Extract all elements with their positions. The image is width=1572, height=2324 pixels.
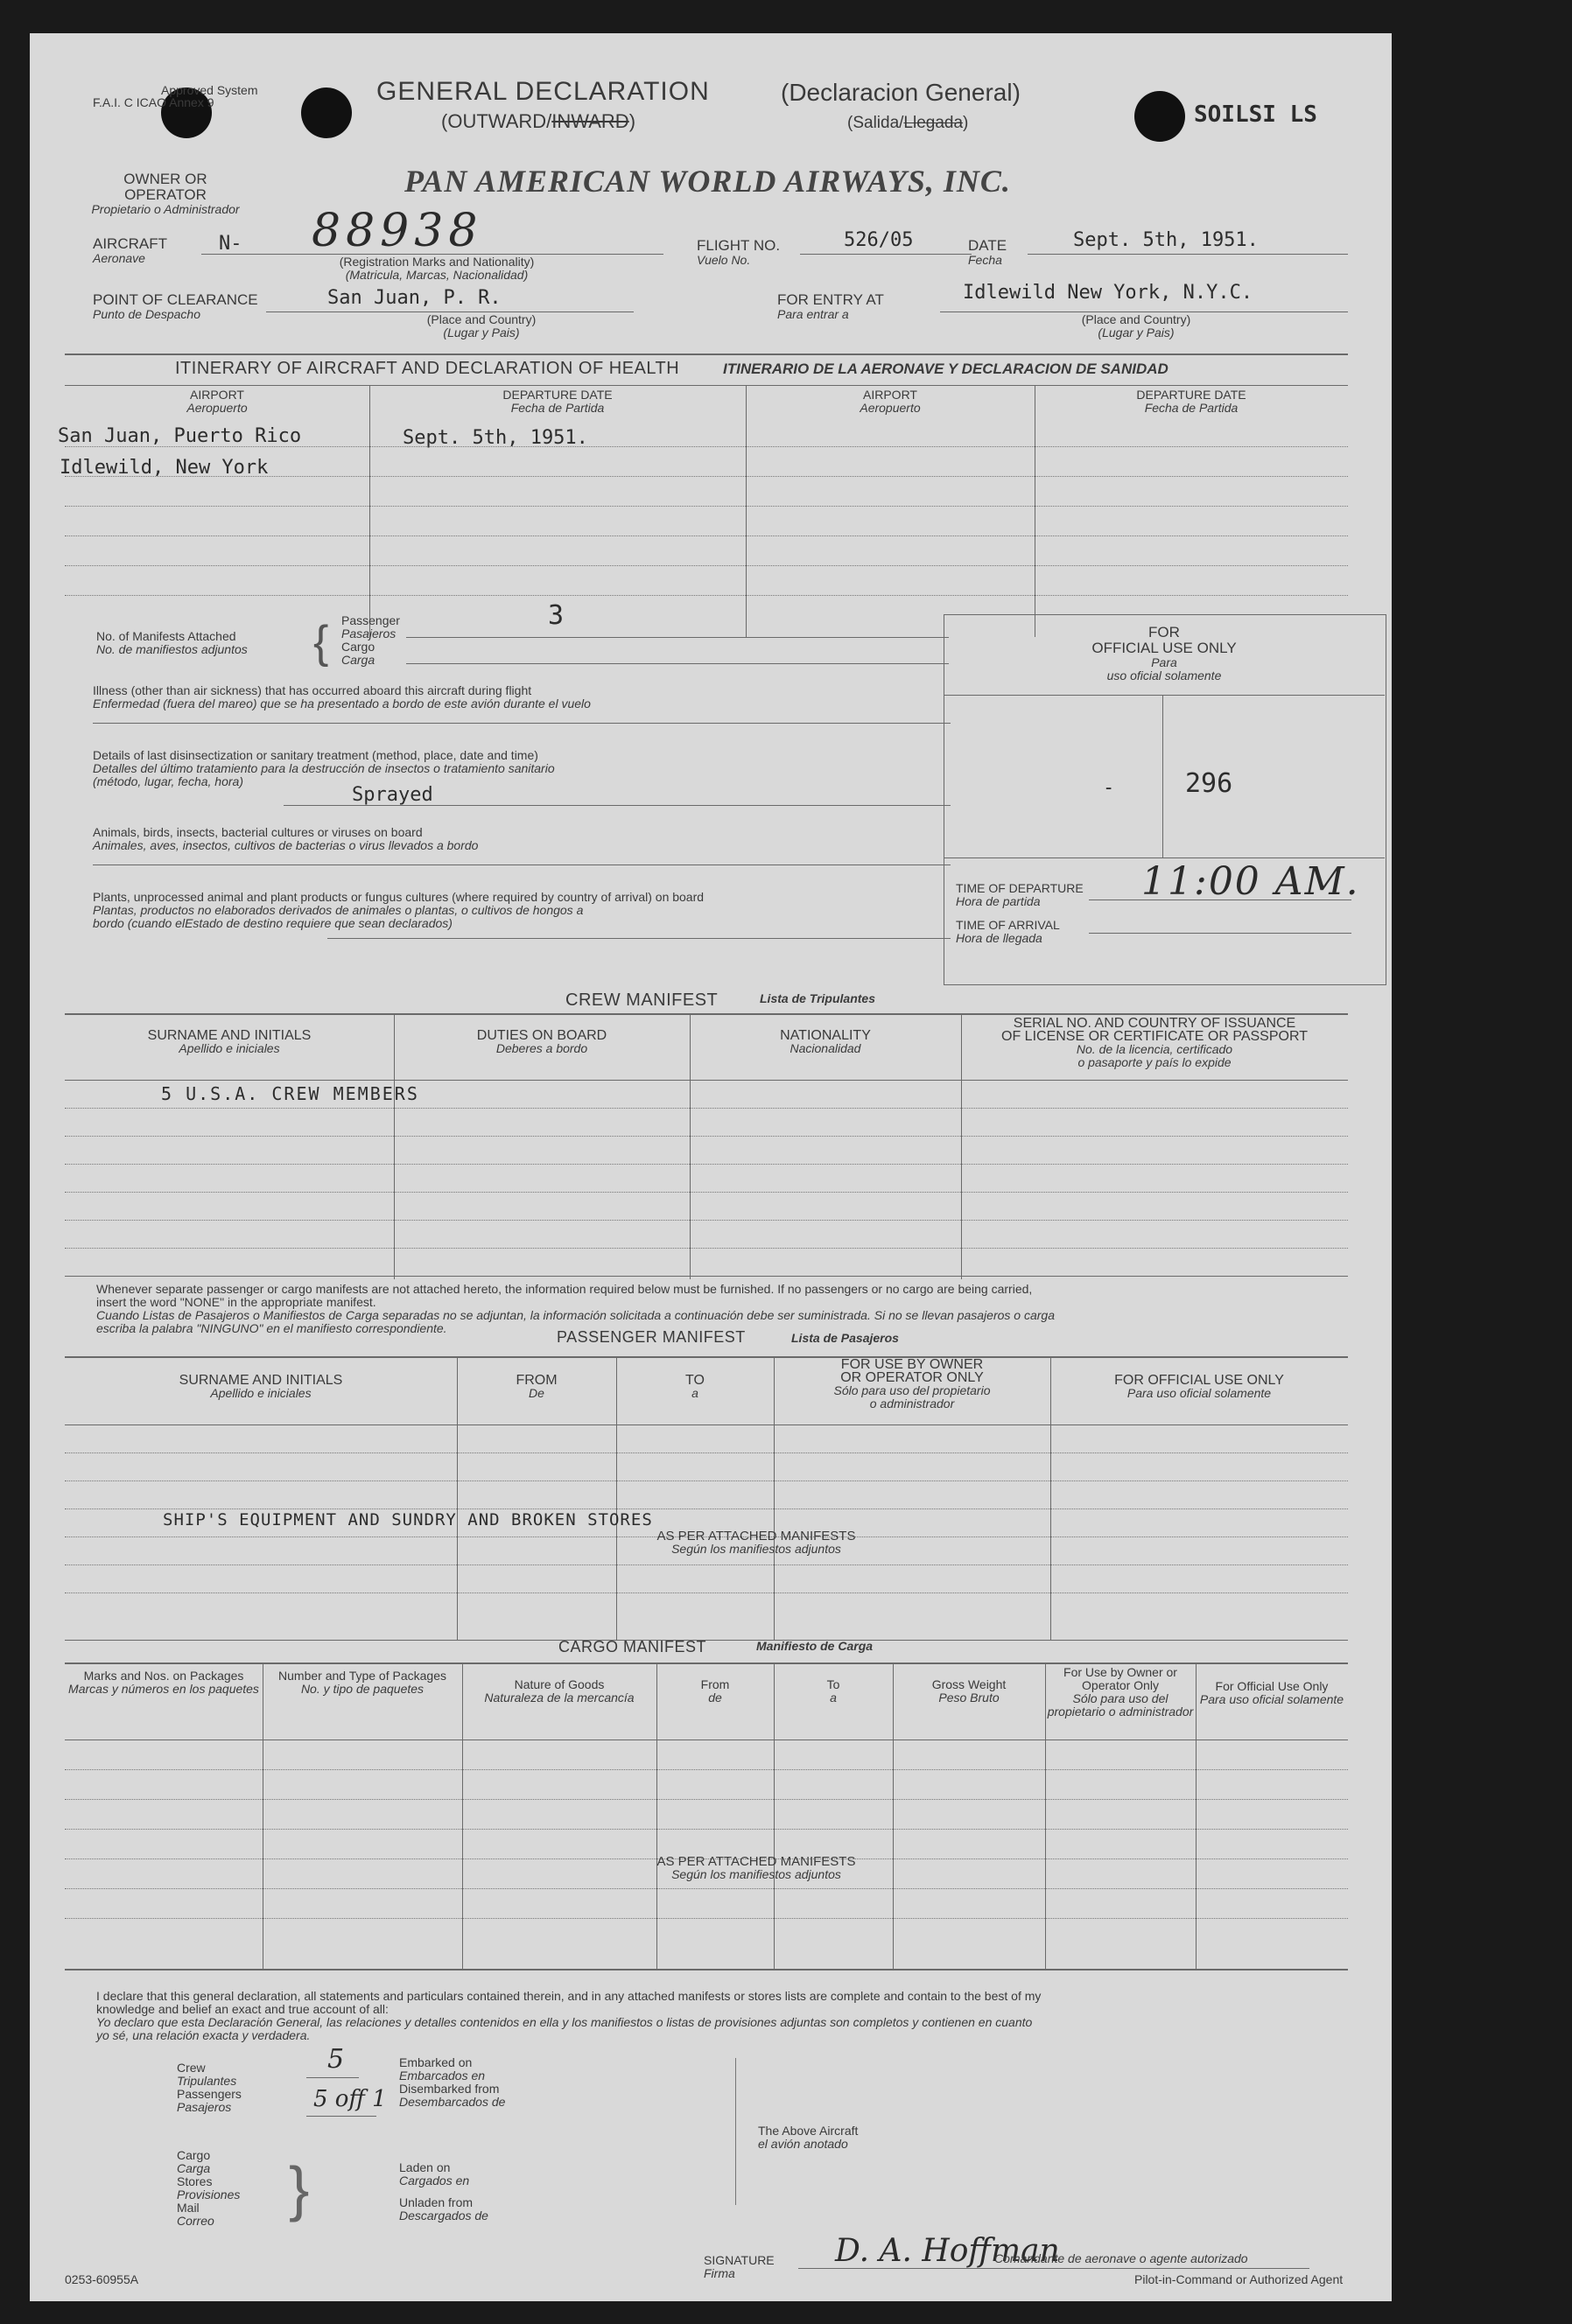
cargo-col-weight: Gross Weight Peso Bruto xyxy=(931,1677,1007,1704)
passengers-count-value: 5 off 1 xyxy=(313,2086,387,2112)
passenger-manifest-title: PASSENGER MANIFEST xyxy=(557,1328,746,1346)
clearance-note: (Place and Country) (Lugar y Pais) xyxy=(426,312,537,340)
animals-text: Animals, birds, insects, bacterial cultures or viruses on board Animales, aves, insectos, cultivos de bacterias o virus llevados a bordo xyxy=(93,825,479,852)
cargo-manifest-title-es: Manifiesto de Carga xyxy=(756,1639,874,1653)
cargo-manifest-title: CARGO MANIFEST xyxy=(558,1638,707,1656)
owner-value: PAN AMERICAN WORLD AIRWAYS, INC. xyxy=(404,164,1011,199)
pax-col-owner: FOR USE BY OWNER OR OPERATOR ONLY Sólo para uso del propietario o administrador xyxy=(833,1357,991,1410)
form-title-es: (Declaracion General) xyxy=(781,79,1021,106)
aircraft-prefix: N- xyxy=(219,233,242,255)
official-number: 296 xyxy=(1185,768,1233,799)
itin-row-1-airport: San Juan, Puerto Rico xyxy=(58,425,302,447)
approved-system-label: Approved System xyxy=(161,83,258,97)
pax-attached: AS PER ATTACHED MANIFESTS Según los manifiestos adjuntos xyxy=(656,1529,856,1556)
itinerary-title: ITINERARY OF AIRCRAFT AND DECLARATION OF HEALTH xyxy=(175,359,680,378)
official-dash: - xyxy=(1103,777,1115,799)
crew-col-nationality: NATIONALITY Nacionalidad xyxy=(780,1028,871,1055)
signature-label: SIGNATURE Firma xyxy=(704,2253,775,2280)
manifests-types: Passenger Pasajeros Cargo Carga xyxy=(341,613,400,667)
entry-label: FOR ENTRY AT Para entrar a xyxy=(777,291,884,321)
declaration-form: Approved System F.A.I. C ICAO Annex 9 GENERAL DECLARATION (Declaracion General) (OUTWARD/INWARD) (Salida/Llegada) SOILSI LS OWNER OR OPERATOR Propietario o Administrador PAN AMERICAN WORLD AIRWAYS, INC. AIRCRAFT Aeronave N- 88938 (Registration Marks and Nationality) (Matricula, Marcas, Nacionalidad) FLIGHT NO. Vuelo No. 526/05 DATE Fecha Sept. 5th, 1951. POINT OF CLEARANCE Punto de Despacho San Juan, P. R. (Place and Country) (Lugar y Pais) FOR ENTRY AT Para entrar a Idlewild New York, N.Y.C. (Place and Country) (Lugar y Pais) ITINERARY OF AIRCRAFT AND DECLARATION OF HEALTH ITINERARIO DE LA AERONAVE Y DECLARACION DE SANIDAD AIRPORT Aeropuerto DEPARTURE DATE Fecha de Partida AIRPORT Aeropuerto DEPARTURE DATE Fecha de Partida San Juan, Puerto Rico Sept. 5th, 1951. Idlewild, New York No. of Manifests Attached No. de manifiestos adjuntos { Passenger Pasajeros Cargo Carga 3 Illness (other than air sickness) that has occurred aboard this aircraft during flight Enfermedad (fuera del mareo) que se ha presentado a bordo de este avión durante el vuelo Details of last disinsectization or sanitary treatment (method, place, date and time) Detalles del último tratamiento para la destrucción de insectos o tratamiento sanitario (método, lugar, fecha, hora) Sprayed Animals, birds, insects, bacterial cultures or viruses on board Animales, aves, insectos, cultivos de bacterias o virus llevados a bordo Plants, unprocessed animal and plant products or fungus cultures (where required by country of arrival) on board Plantas, productos no elaborados derivados de animales o plantas, o cultivos de hongos a bordo (cuando elEstado de destino requiere que sean declarados) FOR OFFICIAL USE ONLY Para uso oficial solamente - 296 TIME OF DEPARTURE Hora de partida 11:00 AM. TIME OF ARRIVAL Hora de llegada CREW MANIFEST Lista de Tripulantes SURNAME AND INITIALS Apellido e iniciales DUTIES ON BOARD Deberes a bordo NATIONALITY Nacionalidad SERIAL NO. AND COUNTRY OF ISSUANCE OF LICENSE OR CERTIFICATE OR PASSPORT No. de la licencia, certificado o pasaporte y país lo expide 5 U.S.A. CREW MEMBERS Whenever separate passenger or cargo manifests are not attached hereto, the information required below must be furnished. If no passengers or no cargo are being carried, insert the word "NONE" in the appropriate manifest. Cuando Listas de Pasajeros o Manifiestos de Carga separadas no se adjuntan, la información solicitada a continuación debe ser suministrada. Si no se llevan pasajeros o carga escriba la palabra "NINGUNO" en el manifiesto correspondiente. PASSENGER MANIFEST Lista de Pasajeros SURNAME AND INITIALS Apellido e iniciales FROM De TO a FOR USE BY OWNER OR OPERATOR ONLY Sólo para uso del propietario o administrador FOR OFFICIAL USE ONLY Para uso oficial solamente SHIP'S EQUIPMENT AND SUNDRY AND BROKEN STORES AS PER ATTACHED MANIFESTS Según los manifiestos adjuntos CARGO MANIFEST Manifiesto de Carga Marks and Nos. on Packages Marcas y números en los paquetes Number and Type of Packages No. y tipo de paquetes Nature of Goods Naturaleza de la mercancía From de To a Gross Weight Peso Bruto For Use by Owner or Operator Only Sólo para uso del propietario o administrador For Official Use Only Para uso oficial solamente AS PER ATTACHED MANIFESTS Según los manifiestos adjuntos I declare that this general declaration, all statements and particulars contained therein, and in any attached manifests or stores lists are complete and contain to the best of my knowledge and belief an exact and true account of all: Yo declaro que esta Declaración General, las relaciones y detalles contenidos en ella y los manifiestos o listas de provisiones adjuntas son completos y contienen en cuanto yo sé, una relación exacta y verdadera. Crew Tripulantes Passengers Pasajeros 5 5 off 1 Embarked on Embarcados en Disembarked from Desembarcados de The Above Aircraft el avión anotado Cargo Carga Stores Provisiones Mail Correo } Laden on Cargados en Unladen from Descargados de SIGNATURE Firma D. A. Hoffman Comandante de aeronave o agente autorizado Pilot-in-Command or Authorized Agent 0253-60955A xyxy=(30,33,1392,2301)
disinsect-value: Sprayed xyxy=(352,784,433,806)
pax-col-official: FOR OFFICIAL USE ONLY Para uso oficial solamente xyxy=(1114,1373,1284,1400)
punch-hole-right xyxy=(1134,91,1185,142)
manifests-label: No. of Manifests Attached No. de manifiestos adjuntos xyxy=(96,629,248,656)
cargo-stores-mail-labels: Cargo Carga Stores Provisiones Mail Correo xyxy=(177,2148,241,2228)
cargo-col-nature: Nature of Goods Naturaleza de la mercancía xyxy=(484,1677,635,1704)
commander-label-es: Comandante de aeronave o agente autorizado xyxy=(994,2251,1248,2265)
llegada-struck: Llegada xyxy=(903,114,964,132)
crew-col-duties: DUTIES ON BOARD Deberes a bordo xyxy=(476,1028,607,1055)
embark-labels: Embarked on Embarcados en Disembarked from Desembarcados de xyxy=(399,2055,506,2109)
pax-entry: SHIP'S EQUIPMENT AND SUNDRY AND BROKEN STORES xyxy=(163,1510,653,1530)
clearance-label: POINT OF CLEARANCE Punto de Despacho xyxy=(93,291,258,321)
official-use-heading: FOR OFFICIAL USE ONLY Para uso oficial solamente xyxy=(1091,624,1237,682)
crew-entry: 5 U.S.A. CREW MEMBERS xyxy=(161,1083,419,1104)
entry-note: (Place and Country) (Lugar y Pais) xyxy=(1081,312,1191,340)
stamp-text: SOILSI LS xyxy=(1194,102,1317,128)
declaration-text: I declare that this general declaration, all statements and particulars contained therein, and in any attached manifests or stores lists are complete and contain to the best of my knowledge and belief an exact and true account of all: Yo declaro que esta Declaración General, las relaciones y detalles contenidos en ella y los manifiestos o listas de provisiones adjuntas son completos y contienen en cuanto yo sé, una relación exacta y verdadera. xyxy=(96,1989,1042,2042)
itin-row-1-date: Sept. 5th, 1951. xyxy=(403,427,588,449)
crew-col-license: SERIAL NO. AND COUNTRY OF ISSUANCE OF LICENSE OR CERTIFICATE OR PASSPORT No. de la licencia, certificado o pasaporte y país lo expide xyxy=(1001,1016,1308,1069)
cargo-col-official: For Official Use Only Para uso oficial solamente xyxy=(1199,1679,1344,1706)
cargo-col-to: To a xyxy=(826,1677,840,1704)
departure-time-value: 11:00 AM. xyxy=(1141,859,1360,904)
itin-row-2-airport: Idlewild, New York xyxy=(60,457,269,479)
itin-col-date-1: DEPARTURE DATE Fecha de Partida xyxy=(502,388,613,415)
pax-col-from: FROM De xyxy=(516,1373,558,1400)
crew-manifest-title: CREW MANIFEST xyxy=(565,990,719,1010)
icao-reference: F.A.I. C ICAO Annex 9 xyxy=(93,95,214,109)
punch-hole-left-2 xyxy=(301,88,352,138)
commander-label: Pilot-in-Command or Authorized Agent xyxy=(1134,2272,1344,2286)
itin-col-airport-1: AIRPORT Aeropuerto xyxy=(186,388,248,415)
flight-label: FLIGHT NO. Vuelo No. xyxy=(697,237,781,267)
above-aircraft-label: The Above Aircraft el avión anotado xyxy=(758,2124,859,2151)
aircraft-value: 88938 xyxy=(312,205,483,257)
itin-col-date-2: DEPARTURE DATE Fecha de Partida xyxy=(1136,388,1246,415)
clearance-value: San Juan, P. R. xyxy=(327,287,502,309)
disinsect-text: Details of last disinsectization or sanitary treatment (method, place, date and time) Detalles del último tratamiento para la destrucción de insectos o tratamiento sanitario (método, lugar, fecha, hora) xyxy=(93,748,555,788)
laden-labels: Laden on Cargados en Unladen from Descargados de xyxy=(399,2160,488,2222)
date-value: Sept. 5th, 1951. xyxy=(1073,229,1259,251)
inward-struck: INWARD xyxy=(551,110,629,132)
cargo-col-marks: Marks and Nos. on Packages Marcas y números en los paquetes xyxy=(68,1669,259,1696)
date-label: DATE Fecha xyxy=(968,237,1007,267)
outward-line: (OUTWARD/INWARD) xyxy=(441,110,636,132)
signature-value: D. A. Hoffman xyxy=(835,2233,1060,2269)
manifests-value: 3 xyxy=(548,600,565,631)
itinerary-title-es: ITINERARIO DE LA AERONAVE Y DECLARACION DE SANIDAD xyxy=(723,360,1168,377)
pax-col-to: TO a xyxy=(685,1373,705,1400)
departure-time-label: TIME OF DEPARTURE Hora de partida xyxy=(956,881,1084,908)
itin-col-airport-2: AIRPORT Aeropuerto xyxy=(860,388,921,415)
passenger-manifest-title-es: Lista de Pasajeros xyxy=(791,1331,899,1345)
pax-col-name: SURNAME AND INITIALS Apellido e iniciales xyxy=(179,1373,343,1400)
aircraft-label: AIRCRAFT Aeronave xyxy=(93,235,167,265)
cargo-col-owner: For Use by Owner or Operator Only Sólo para uso del propietario o administrador xyxy=(1047,1665,1194,1718)
flight-value: 526/05 xyxy=(844,229,914,251)
salida-line: (Salida/Llegada) xyxy=(847,114,969,132)
entry-value: Idlewild New York, N.Y.C. xyxy=(963,282,1253,304)
owner-label: OWNER OR OPERATOR Propietario o Administrador xyxy=(91,171,240,216)
notice-text: Whenever separate passenger or cargo manifests are not attached hereto, the information required below must be furnished. If no passengers or no cargo are being carried, insert the word "NONE" in the appropriate manifest. Cuando Listas de Pasajeros o Manifiestos de Carga separadas no se adjuntan, la información solicitada a continuación debe ser suministrada. Si no se llevan pasajeros o carga escriba la palabra "NINGUNO" en el manifiesto correspondiente. xyxy=(96,1282,1055,1335)
crew-col-name: SURNAME AND INITIALS Apellido e iniciales xyxy=(147,1028,312,1055)
cargo-col-packages: Number and Type of Packages No. y tipo de paquetes xyxy=(278,1669,446,1696)
crew-passengers-labels: Crew Tripulantes Passengers Pasajeros xyxy=(177,2061,242,2114)
arrival-time-label: TIME OF ARRIVAL Hora de llegada xyxy=(956,918,1060,945)
cargo-col-from: From de xyxy=(700,1677,730,1704)
plants-text: Plants, unprocessed animal and plant products or fungus cultures (where required by country of arrival) on board Plantas, productos no elaborados derivados de animales o plantas, o cultivos de hongos a bordo (cuando elEstado de destino requiere que sean declarados) xyxy=(93,890,705,930)
form-title: GENERAL DECLARATION xyxy=(376,77,710,106)
crew-count-value: 5 xyxy=(327,2044,345,2075)
registration-note: (Registration Marks and Nationality) (Matricula, Marcas, Nacionalidad) xyxy=(339,255,535,282)
crew-manifest-title-es: Lista de Tripulantes xyxy=(760,991,875,1005)
cargo-attached: AS PER ATTACHED MANIFESTS Según los manifiestos adjuntos xyxy=(656,1854,856,1881)
form-number: 0253-60955A xyxy=(65,2272,139,2286)
illness-text: Illness (other than air sickness) that has occurred aboard this aircraft during flight Enfermedad (fuera del mareo) que se ha presentado a bordo de este avión durante el vuelo xyxy=(93,683,591,710)
